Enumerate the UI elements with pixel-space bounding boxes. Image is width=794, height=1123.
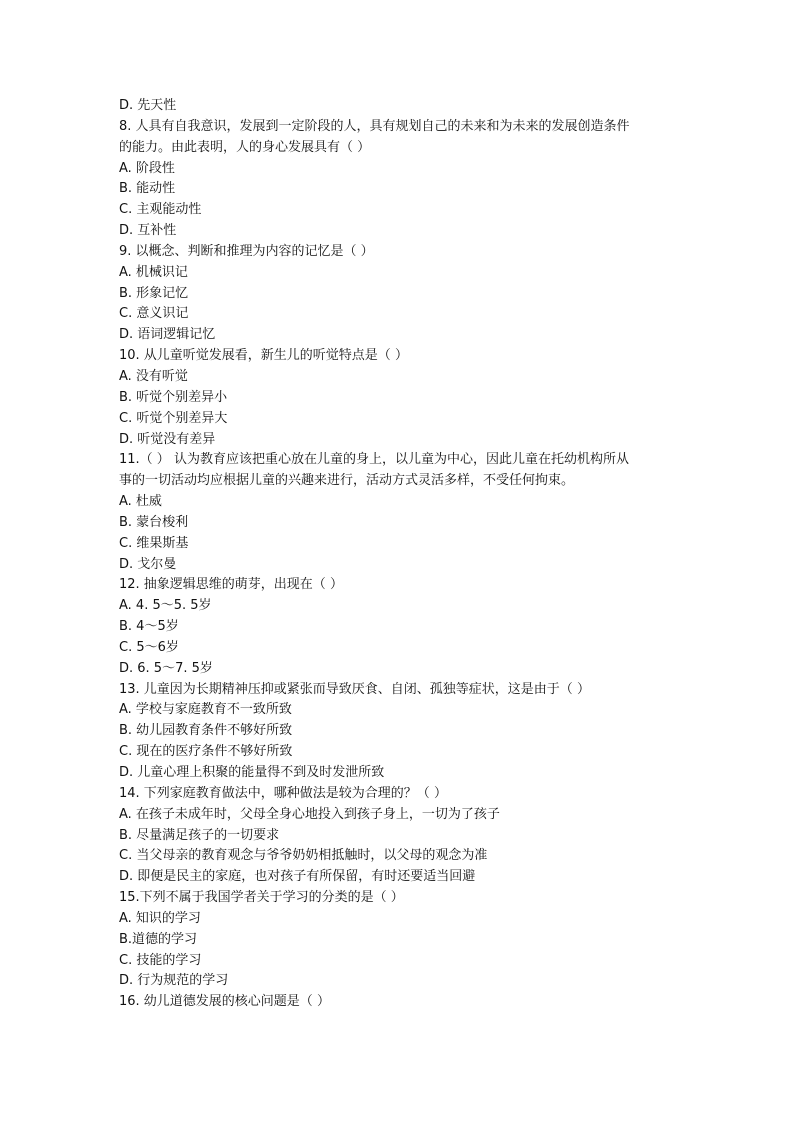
option-line: D. 6. 5～7. 5岁: [119, 660, 213, 676]
option-line: D. 互补性: [119, 223, 177, 239]
option-line: A. 没有听觉: [119, 368, 188, 384]
option-line: D. 儿童心理上积聚的能量得不到及时发泄所致: [119, 765, 385, 780]
option-line: C. 当父母亲的教育观念与爷爷奶奶相抵触时，以父母的观念为准: [119, 848, 488, 864]
option-line: A. 机械识记: [119, 264, 188, 280]
option-line: B. 尽量满足孩子的一切要求: [119, 827, 280, 843]
option-line: D. 语词逻辑记忆: [119, 327, 216, 343]
option-line: B. 形象记忆: [119, 285, 189, 301]
question-12: 12. 抽象逻辑思维的萌芽，出现在（ ）: [119, 577, 343, 593]
option-line: B. 4～5岁: [119, 619, 179, 635]
option-line: C. 听觉个别差异大: [119, 410, 228, 426]
option-line: B. 蒙台梭利: [119, 514, 189, 530]
option-line: A. 杜威: [119, 494, 162, 510]
option-line: A. 在孩子未成年时，父母全身心地投入到孩子身上，一切为了孩子: [119, 806, 500, 822]
question-11-cont: 事的一切活动均应根据儿童的兴趣来进行，活动方式灵活多样，不受任何拘束。: [119, 473, 575, 489]
option-line: D. 行为规范的学习: [119, 973, 229, 989]
option-line: A. 知识的学习: [119, 910, 201, 926]
option-line: C. 意义识记: [119, 306, 189, 322]
option-line: A. 阶段性: [119, 160, 175, 176]
option-line: C. 主观能动性: [119, 202, 202, 218]
question-14: 14. 下列家庭教育做法中，哪种做法是较为合理的？（ ）: [119, 785, 447, 801]
question-15: 15.下列不属于我国学者关于学习的分类的是（ ）: [119, 890, 404, 906]
option-line: C. 维果斯基: [119, 535, 189, 551]
option-line: D. 即便是民主的家庭，也对孩子有所保留，有时还要适当回避: [119, 869, 476, 885]
option-line: C. 技能的学习: [119, 952, 202, 968]
option-line: D. 先天性: [119, 98, 177, 113]
document-body: [119, 96, 679, 1013]
question-16: 16. 幼儿道德发展的核心问题是（ ）: [119, 994, 330, 1010]
option-line: B. 幼儿园教育条件不够好所致: [119, 723, 293, 739]
question-10: 10. 从儿童听觉发展看，新生儿的听觉特点是（ ）: [119, 348, 408, 364]
option-line: B. 听觉个别差异小: [119, 389, 228, 405]
question-11: 11.（ ） 认为教育应该把重心放在儿童的身上，以儿童为中心，因此儿童在托幼机构所从: [119, 452, 629, 468]
option-line: D. 听觉没有差异: [119, 431, 216, 447]
question-8: 8. 人具有自我意识，发展到一定阶段的人，具有规划自己的未来和为未来的发展创造条件: [119, 118, 630, 134]
option-line: A. 4. 5～5. 5岁: [119, 598, 212, 614]
option-line: C. 现在的医疗条件不够好所致: [119, 744, 293, 760]
question-8-cont: 的能力。由此表明，人的身心发展具有（ ）: [119, 139, 371, 155]
option-line: A. 学校与家庭教育不一致所致: [119, 702, 292, 718]
option-line: D. 戈尔曼: [119, 556, 177, 572]
question-13: 13. 儿童因为长期精神压抑或紧张而导致厌食、自闭、孤独等症状，这是由于（ ）: [119, 681, 590, 697]
question-9: 9. 以概念、判断和推理为内容的记忆是（ ）: [119, 243, 374, 259]
option-line: B. 能动性: [119, 181, 176, 197]
option-line: B.道德的学习: [119, 931, 198, 947]
option-line: C. 5～6岁: [119, 639, 179, 655]
